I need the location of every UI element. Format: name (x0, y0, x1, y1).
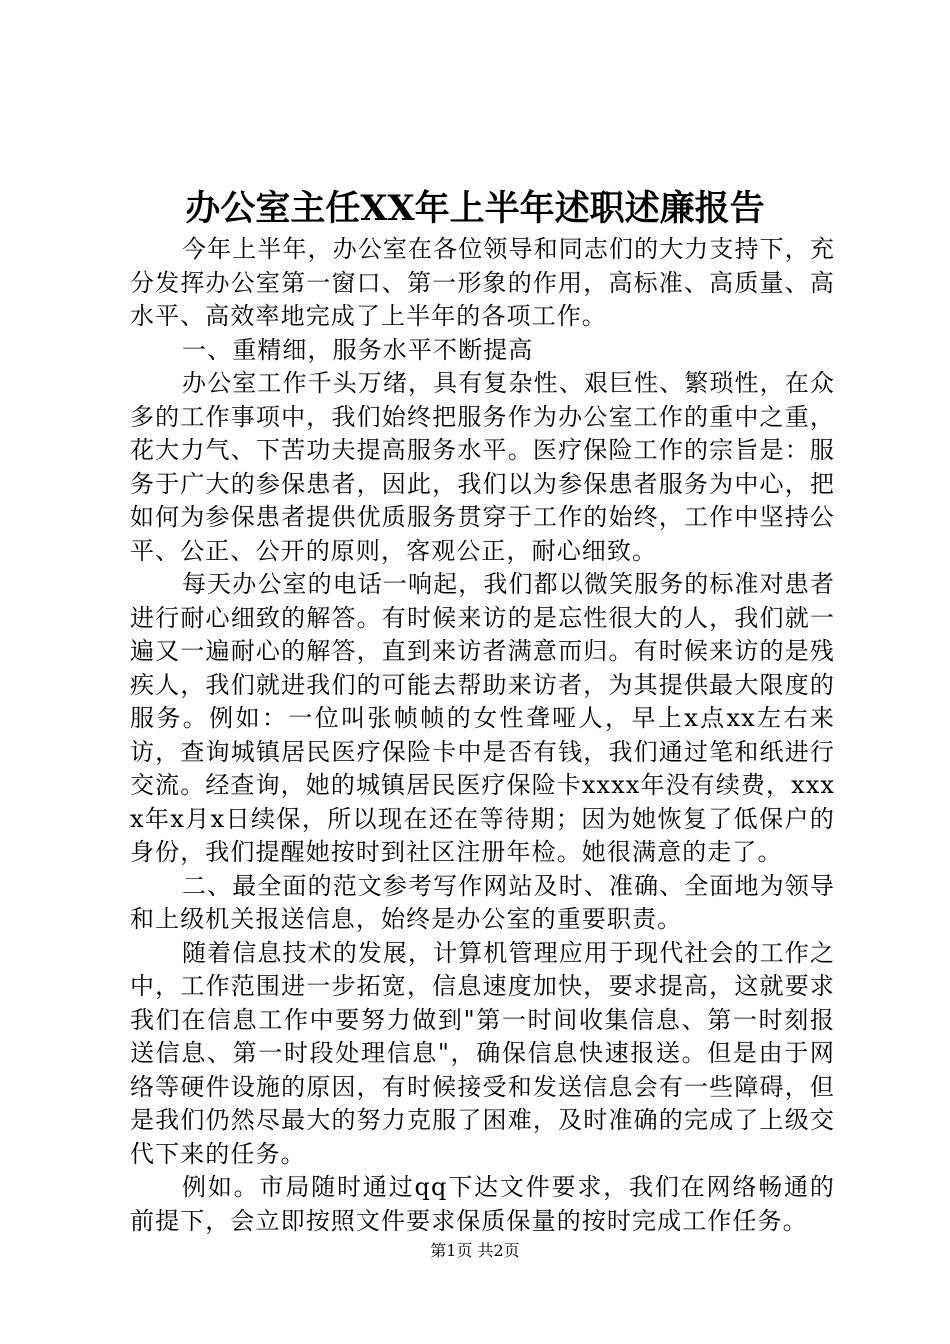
document-title: 办公室主任XX年上半年述职述廉报告 (185, 188, 765, 229)
paragraph-example: 例如。市局随时通过qq下达文件要求，我们在网络畅通的前提下，会立即按照文件要求保质保量的按时完成工作任务。 (130, 1173, 835, 1235)
document-body (130, 233, 835, 1238)
paragraph-service: 办公室工作千头万绪，具有复杂性、艰巨性、繁琐性，在众多的工作事项中，我们始终把服务作为办公室工作的重中之重，花大力气、下苦功夫提高服务水平。医疗保险工作的宗旨是：服务于广大的参保患者，因此，我们以为参保患者服务为中心，把如何为参保患者提供优质服务贯穿于工作的始终，工作中坚持公平、公正、公开的原则，客观公正，耐心细致。 (130, 369, 835, 565)
paragraph-intro: 今年上半年，办公室在各位领导和同志们的大力支持下，充分发挥办公室第一窗口、第一形象的作用，高标准、高质量、高水平、高效率地完成了上半年的各项工作。 (130, 235, 835, 330)
paragraph-phone-service: 每天办公室的电话一响起，我们都以微笑服务的标准对患者进行耐心细致的解答。有时候来访的是忘性很大的人，我们就一遍又一遍耐心的解答，直到来访者满意而归。有时候来访的是残疾人，我们就进我们的可能去帮助来访者，为其提供最大限度的服务。例如：一位叫张帧帧的女性聋哑人，早上x点xx左右来访，查询城镇居民医疗保险卡中是否有钱，我们通过笔和纸进行交流。经查询，她的城镇居民医疗保险卡xxxx年没有续费，xxxx年x月x日续保，所以现在还在等待期；因为她恢复了低保户的身份，我们提醒她按时到社区注册年检。她很满意的走了。 (130, 570, 835, 866)
section-heading-2: 二、最全面的范文参考写作网站及时、准确、全面地为领导和上级机关报送信息，始终是办公室的重要职责。 (130, 871, 835, 933)
page-number-footer: 第1页 共2页 (430, 1241, 520, 1260)
paragraph-information: 随着信息技术的发展，计算机管理应用于现代社会的工作之中，工作范围进一步拓宽，信息速度加快，要求提高，这就要求我们在信息工作中要努力做到"第一时间收集信息、第一时刻报送信息、第一时段处理信息"，确保信息快速报送。但是由于网络等硬件设施的原因，有时候接受和发送信息会有一些障碍，但是我们仍然尽最大的努力克服了困难，及时准确的完成了上级交代下来的任务。 (130, 938, 835, 1168)
section-heading-1: 一、重精细，服务水平不断提高 (182, 335, 534, 364)
